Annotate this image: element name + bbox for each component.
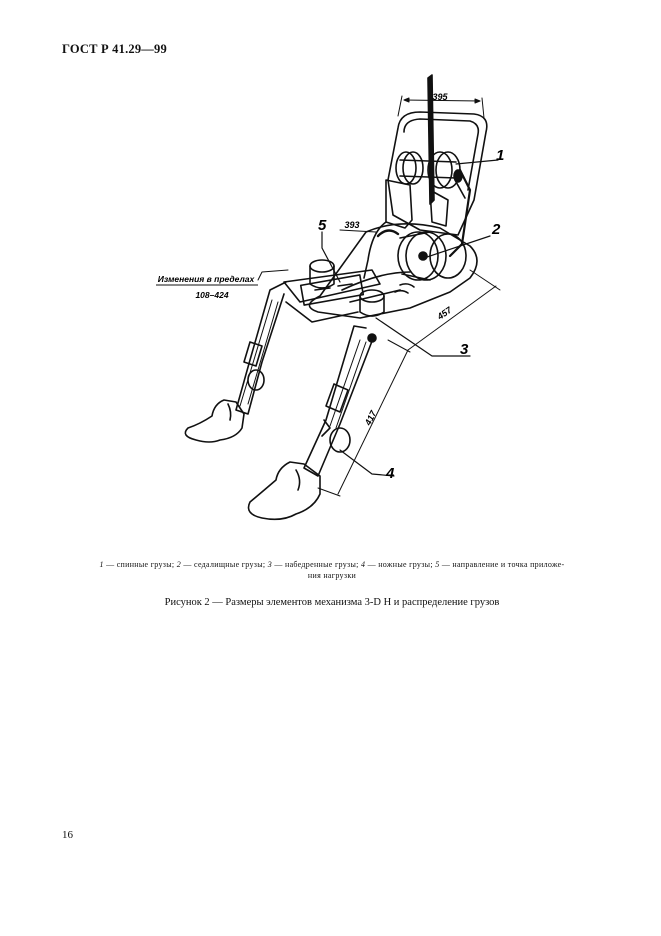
dimension-thigh-length: 457 — [435, 304, 454, 322]
callout-number-3: 3 — [460, 341, 469, 358]
callout-2-leader — [424, 236, 490, 258]
mechanism-drawing — [150, 66, 530, 546]
dimension-top-width: 395 — [432, 92, 448, 102]
legend-item: 4 — ножные грузы; — [361, 560, 433, 569]
callout-3-leader — [376, 318, 470, 356]
range-note-line2: 108–424 — [195, 290, 229, 300]
legend-continuation: ния нагрузки — [307, 571, 357, 580]
page-number: 16 — [62, 829, 73, 841]
legend-item: 5 — направление и точка приложе- — [435, 560, 565, 569]
mechanism-figure — [150, 66, 530, 546]
dimension-leg-length: 417 — [362, 408, 379, 427]
legend-item: 1 — спинные грузы; — [99, 560, 175, 569]
dimension-seat-offset: 393 — [344, 220, 360, 230]
figure-caption: Рисунок 2 — Размеры элементов механизма 3-D H и распределение грузов — [164, 597, 500, 608]
callout-number-4: 4 — [386, 465, 395, 482]
range-note-line1: Изменения в пределах — [157, 274, 255, 284]
callout-1-leader — [456, 160, 498, 164]
callout-number-5: 5 — [318, 217, 327, 234]
left-shoe — [185, 400, 244, 442]
legend-item: 3 — набедренные грузы; — [267, 560, 359, 569]
callout-number-1: 1 — [496, 147, 505, 164]
document-header: ГОСТ Р 41.29—99 — [62, 42, 167, 56]
figure-legend — [62, 559, 602, 581]
callout-number-2: 2 — [492, 221, 501, 238]
legend-item: 2 — седалищные грузы; — [176, 560, 266, 569]
